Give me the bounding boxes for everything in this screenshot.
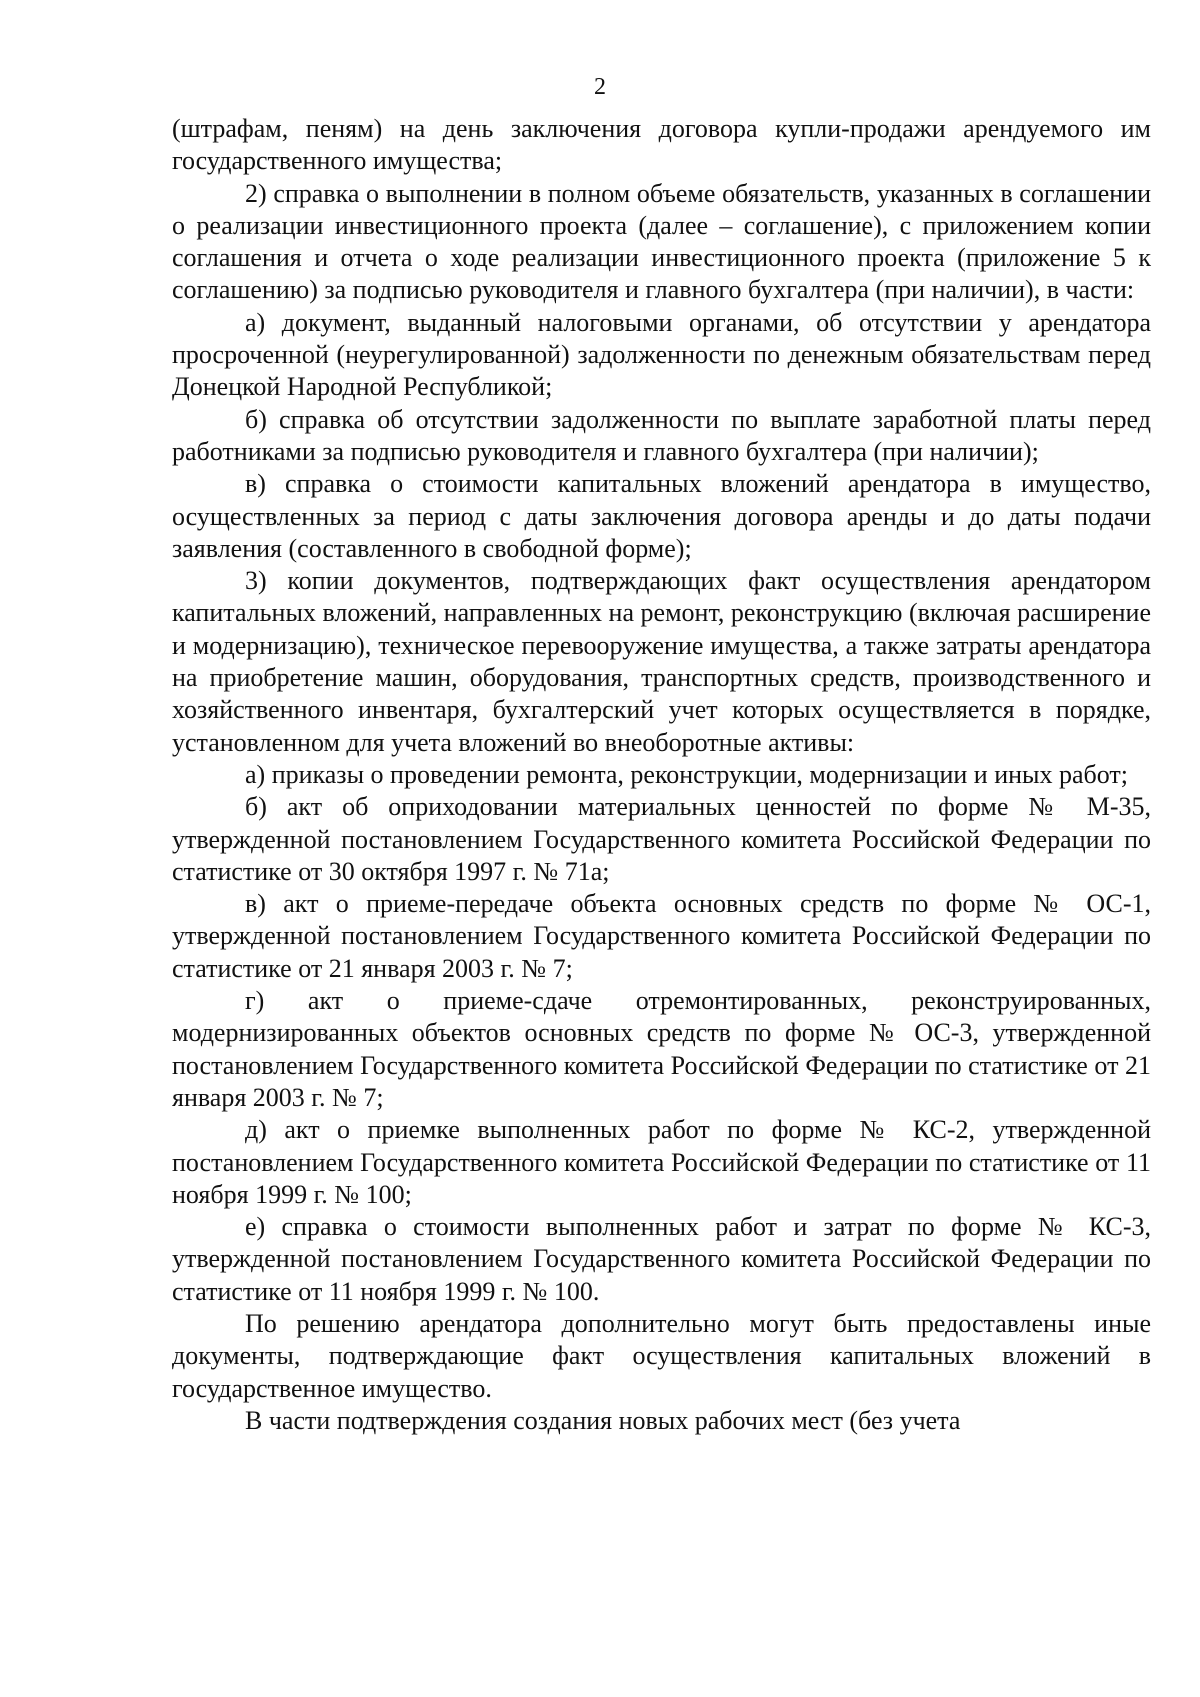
paragraph: По решению арендатора дополнительно могут быть предоставлены иные документы, подтверждающие факт осуществления капитальных вложений в государственное имущество. <box>172 1308 1151 1403</box>
paragraph: а) документ, выданный налоговыми органами, об отсутствии у арендатора просроченной (неурегулированной) задолженности по денежным обязательствам перед Донецкой Народной Республикой; <box>172 307 1151 402</box>
paragraph: а) приказы о проведении ремонта, реконструкции, модернизации и иных работ; <box>245 759 1129 789</box>
paragraph: в) справка о стоимости капитальных вложений арендатора в имущество, осуществленных за период с даты заключения договора аренды и до даты подачи заявления (составленного в свободной форме); <box>172 469 1151 563</box>
paragraph: В части подтверждения создания новых рабочих мест (без учета <box>245 1405 961 1435</box>
paragraph: е) справка о стоимости выполненных работ и затрат по форме № КС-3, утвержденной постановлением Государственного комитета Российской Федерации по статистике от 11 ноября 1999 г. № 100. <box>172 1212 1151 1306</box>
paragraph: г) акт о приеме-сдаче отремонтированных, реконструированных, модернизированных объектов основных средств по форме № ОС-3, утвержденной постановлением Государственного комитета Российской Федерации по статистике от 21 января 2003 г. № 7; <box>172 986 1151 1112</box>
paragraph: б) акт об оприходовании материальных ценностей по форме № М-35, утвержденной постановлением Государственного комитета Российской Федерации по статистике от 30 октября 1997 г. № 71а; <box>172 792 1151 886</box>
paragraph: 2) справка о выполнении в полном объеме обязательств, указанных в соглашении о реализации инвестиционного проекта (далее – соглашение), с приложением копии соглашения и отчета о ходе реализации инвестиционного проекта (приложение 5 к соглашению) за подписью руководителя и главного бухгалтера (при наличии), в части: <box>172 178 1151 305</box>
page-number: 2 <box>594 74 606 100</box>
paragraph: 3) копии документов, подтверждающих факт осуществления арендатором капитальных вложений, направленных на ремонт, реконструкцию (включая расширение и модернизацию), техническое перевооружение имущества, а также затраты арендатора на приобретение машин, оборудования, транспортных средств, производственного и хозяйственного инвентаря, бухгалтерский учет которых осуществляется в порядке, установленном для учета вложений во внеоборотные активы: <box>172 566 1151 757</box>
paragraph: д) акт о приемке выполненных работ по форме № КС-2, утвержденной постановлением Государственного комитета Российской Федерации по статистике от 11 ноября 1999 г. № 100; <box>172 1115 1151 1209</box>
paragraph: (штрафам, пеням) на день заключения договора купли-продажи арендуемого им государственного имущества; <box>172 114 1151 176</box>
paragraph: б) справка об отсутствии задолженности по выплате заработной платы перед работниками за подписью руководителя и главного бухгалтера (при наличии); <box>172 404 1151 466</box>
paragraph: в) акт о приеме-передаче объекта основных средств по форме № ОС-1, утвержденной постановлением Государственного комитета Российской Федерации по статистике от 21 января 2003 г. № 7; <box>172 889 1151 983</box>
document-body <box>172 113 1151 1437</box>
